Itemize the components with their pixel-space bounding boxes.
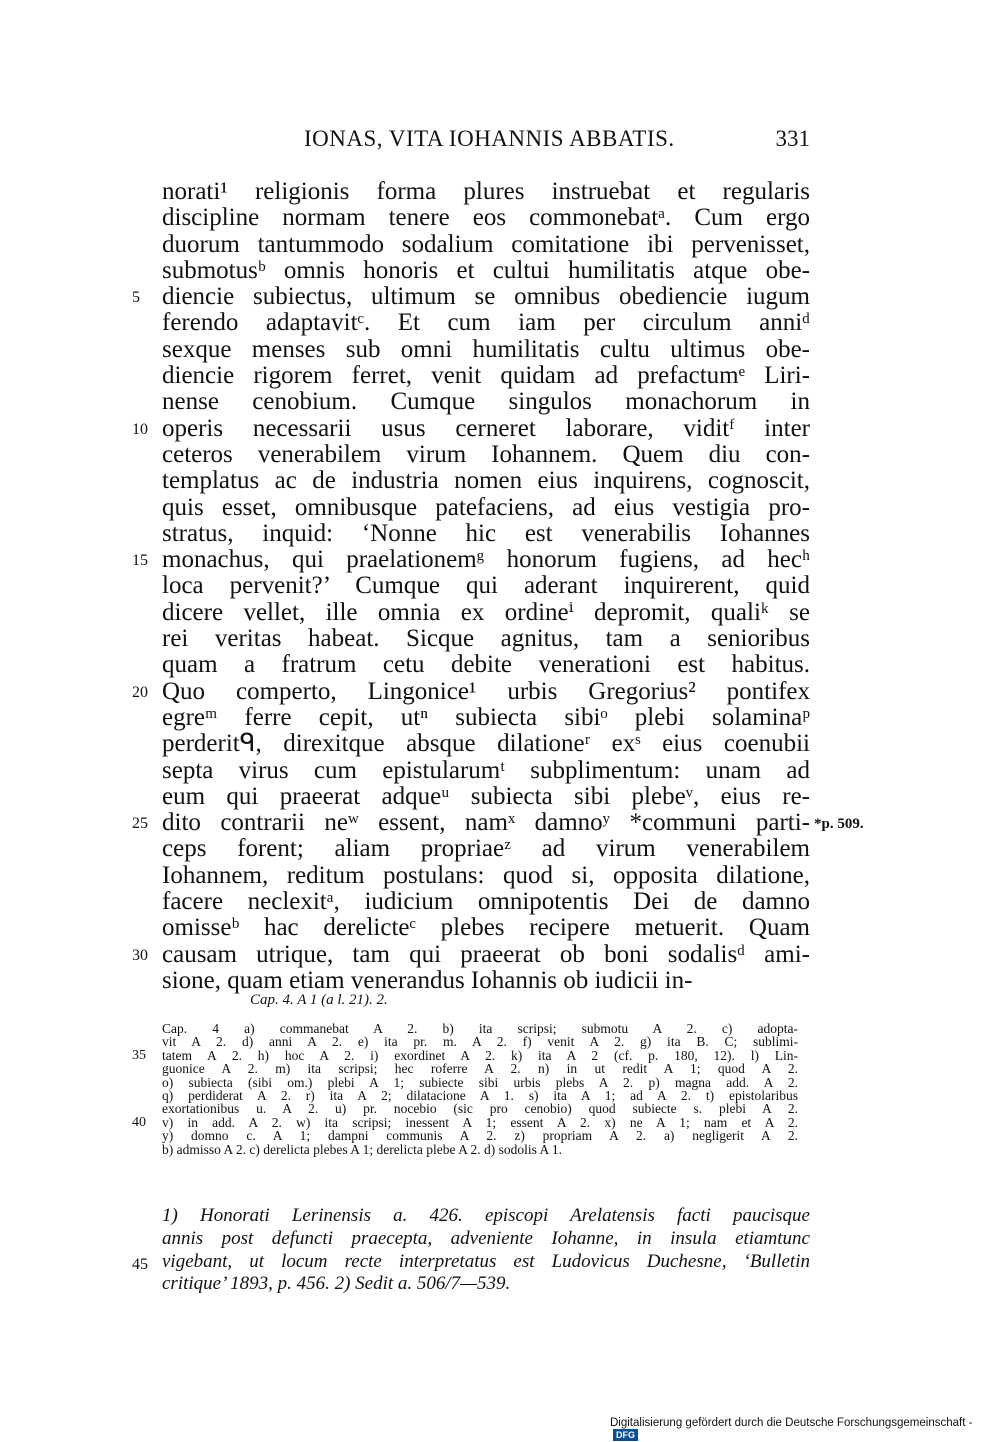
apparatus-line-text: y) domno c. A 1; dampni communis A 2. z) propriam A 2. a) negligerit A 2. [162,1128,798,1144]
critical-apparatus [132,1021,798,1157]
main-text-line [162,389,810,415]
line-number: 30 [132,946,148,964]
main-text-line-text: rei veritas habeat. Sicque agnitus, tam a senioribus [162,625,810,653]
digitization-credit [610,1417,1000,1442]
apparatus-line-text: b) admisso A 2. c) derelicta plebes A 1; derelicta plebe A 2. d) sodolis A 1. [162,1141,563,1157]
footnotes-block [132,1205,810,1296]
main-text-line-text: egreᵐ ferre cepit, utⁿ subiecta sibiᵒ plebi solaminaᵖ [162,703,810,731]
main-text-line [132,283,810,311]
main-text-block [132,178,864,994]
line-number: 20 [132,683,148,701]
main-text-line [162,863,810,889]
apparatus-line [162,1129,798,1142]
main-text-line-text: ceteros venerabilem virum Iohannem. Quem diu con- [162,440,810,468]
margin-page-reference: *p. 509. [814,816,864,833]
main-text-line [162,915,810,941]
main-text-line [162,337,810,363]
main-text-line-text: dicere vellet, ille omnia ex ordineⁱ depromit, qualiᵏ se [162,598,810,626]
main-text-line-text: nense cenobium. Cumque singulos monachorum in [162,388,810,416]
main-text-line [162,310,810,336]
main-text-line-text: septa virus cum epistularumᵗ subplimentum: unam ad [162,756,810,784]
footnote-line [162,1273,810,1296]
apparatus-line-text: vit A 2. d) anni A 2. e) ita pr. m. A 2. f) venit A 2. g) ita B. C; sublimi- [162,1034,798,1050]
main-text-line [162,626,810,652]
apparatus-line [162,1062,798,1075]
main-text-line-text: sexque menses sub omni humilitatis cultu ultimus obe- [162,335,810,363]
line-number: 40 [132,1114,146,1130]
line-number: 25 [132,815,148,833]
apparatus-line-text: guonice A 2. m) ita scripsi; hec roferre A 2. n) in ut redit A 1; quod A 2. [162,1061,798,1077]
main-text-line-text: submotusᵇ omnis honoris et cultui humilitatis atque obe- [162,256,810,284]
apparatus-line [132,1047,798,1063]
apparatus-line [162,1089,798,1102]
apparatus-line [162,1035,798,1048]
main-text-line-text: operis necessarii usus cerneret laborare, viditᶠ inter [162,414,810,442]
main-text-line [162,468,810,494]
footnote-line [162,1228,810,1251]
footnote-line-text: critique’ 1893, p. 456. 2) Sedit a. 506/7—539. [162,1273,511,1295]
apparatus-line [162,1102,798,1115]
main-text-line-text: dito contrarii neʷ essent, namˣ damnoʸ *communi parti- [162,809,810,837]
main-text-line-text: Quo comperto, Lingonice¹ urbis Gregorius² pontifex [162,677,810,705]
main-text-line [162,363,810,389]
chapter-sigla-line: Cap. 4. A 1 (a l. 21). 2. [250,992,388,1008]
line-number: 45 [132,1255,148,1273]
running-title: IONAS, VITA IOHANNIS ABBATIS. [304,126,675,151]
main-text-line [162,731,810,757]
main-text-line [162,521,810,547]
main-text-line [132,546,810,574]
main-text-line [162,495,810,521]
main-text-line-text: quam a fratrum cetu debite venerationi est habitus. [162,651,810,679]
line-number: 10 [132,420,148,438]
main-text-line [132,940,810,968]
main-text-line [162,836,810,862]
apparatus-line-text: v) in add. A 2. w) ita scripsi; inessent A 1; essent A 2. x) ne A 1; nam et A 2. [162,1114,798,1130]
apparatus-line [162,1143,798,1156]
running-header [162,126,810,158]
main-text-line-text: templatus ac de industria nomen eius inquirens, cognoscit, [162,467,810,495]
main-text-line [162,258,810,284]
apparatus-line-text: q) perdiderat A 2. r) ita A 2; dilatacione A 1. s) ita A 1; ad A 2. t) epistolaribus [162,1087,798,1103]
main-text-line [132,414,810,442]
main-text-line [162,784,810,810]
main-text-line-text: discipline normam tenere eos commonebatᵃ. Cum ergo [162,204,810,232]
footnote-line [132,1250,810,1274]
main-text-line [162,232,810,258]
main-text-line-text: facere neclexitᵃ, iudicium omnipotentis Dei de damno [162,888,810,916]
main-text-line-text: norati¹ religionis forma plures instruebat et regularis [162,178,810,205]
footnote-line-text: 1) Honorati Lerinensis a. 426. episcopi Arelatensis facti paucisque [162,1205,810,1226]
main-text-line [162,600,810,626]
apparatus-line [162,1022,798,1035]
main-text-line [162,968,810,994]
main-text-line-text: diencie subiectus, ultimum se omnibus obediencie iugum [162,283,810,311]
line-number: 35 [132,1047,146,1063]
main-text-line [162,889,810,915]
footnote-line-text: vigebant, ut locum recte interpretatus est Ludovicus Duchesne, ‘Bulletin [162,1250,810,1272]
credit-text: Digitalisierung gefördert durch die Deutsche Forschungsgemeinschaft - [610,1417,973,1429]
apparatus-line-text: o) subiecta (sibi om.) plebi A 1; subiecte sibi urbis plebs A 2. p) magna add. A 2. [162,1074,798,1090]
main-text-line-text: eum qui praeerat adqueᵘ subiecta sibi plebeᵛ, eius re- [162,782,810,810]
main-text-line-text: ferendo adaptavitᶜ. Et cum iam per circulum anniᵈ [162,309,810,337]
main-text-line [162,179,810,205]
main-text-line-text: sione, quam etiam venerandus Iohannis ob iudicii in- [162,966,693,994]
apparatus-line-text: Cap. 4 a) commanebat A 2. b) ita scripsi; submotu A 2. c) adopta- [162,1021,798,1036]
main-text-line [162,652,810,678]
apparatus-line [162,1076,798,1089]
line-number: 15 [132,552,148,570]
main-text-line-text: loca pervenit?’ Cumque qui aderant inquirerent, quid [162,572,810,600]
main-text-line-text: ceps forent; aliam propriaeᶻ ad virum venerabilem [162,835,810,863]
main-text-line-text: duorum tantummodo sodalium comitatione ibi pervenisset, [162,230,810,258]
main-text-line [132,809,864,837]
page-number: 331 [775,126,810,151]
main-text-line-text: causam utrique, tam qui praeerat ob boni sodalisᵈ ami- [162,940,810,968]
main-text-line-text: monachus, qui praelationemᵍ honorum fugiens, ad hecʰ [162,546,810,574]
line-number: 5 [132,289,140,307]
main-text-line [132,677,810,705]
footnote-line-text: annis post defuncti praecepta, adveniente Iohanne, in insula etiamtunc [162,1227,810,1249]
main-text-line-text: quis esset, omnibusque patefaciens, ad eius vestigia pro- [162,493,810,521]
main-text-line [162,705,810,731]
main-text-line-text: stratus, inquid: ‘Nonne hic est venerabilis Iohannes [162,519,810,547]
footnote-line [162,1205,810,1228]
main-text-line-text: Iohannem, reditum postulans: quod si, opposita dilatione, [162,861,810,889]
main-text-line [162,758,810,784]
main-text-line [162,573,810,599]
main-text-line [162,442,810,468]
main-text-line [162,205,810,231]
dfg-logo: DFG [613,1429,638,1441]
apparatus-line-text: tatem A 2. h) hoc A 2. i) exordinet A 2. k) ita A 2 (cf. p. 180, 12). l) Lin- [162,1047,798,1063]
apparatus-line [132,1114,798,1130]
apparatus-line-text: exortationibus u. A 2. u) pr. nocebio (sic pro cenobio) quod subiecte s. plebi A 2. [162,1101,798,1117]
main-text-line-text: perderitᑫ, direxitque absque dilationeʳ exˢ eius coenubii [162,730,810,758]
main-text-line-text: diencie rigorem ferret, venit quidam ad prefactumᵉ Liri- [162,362,810,390]
main-text-line-text: omisseᵇ hac derelicteᶜ plebes recipere metuerit. Quam [162,914,810,942]
